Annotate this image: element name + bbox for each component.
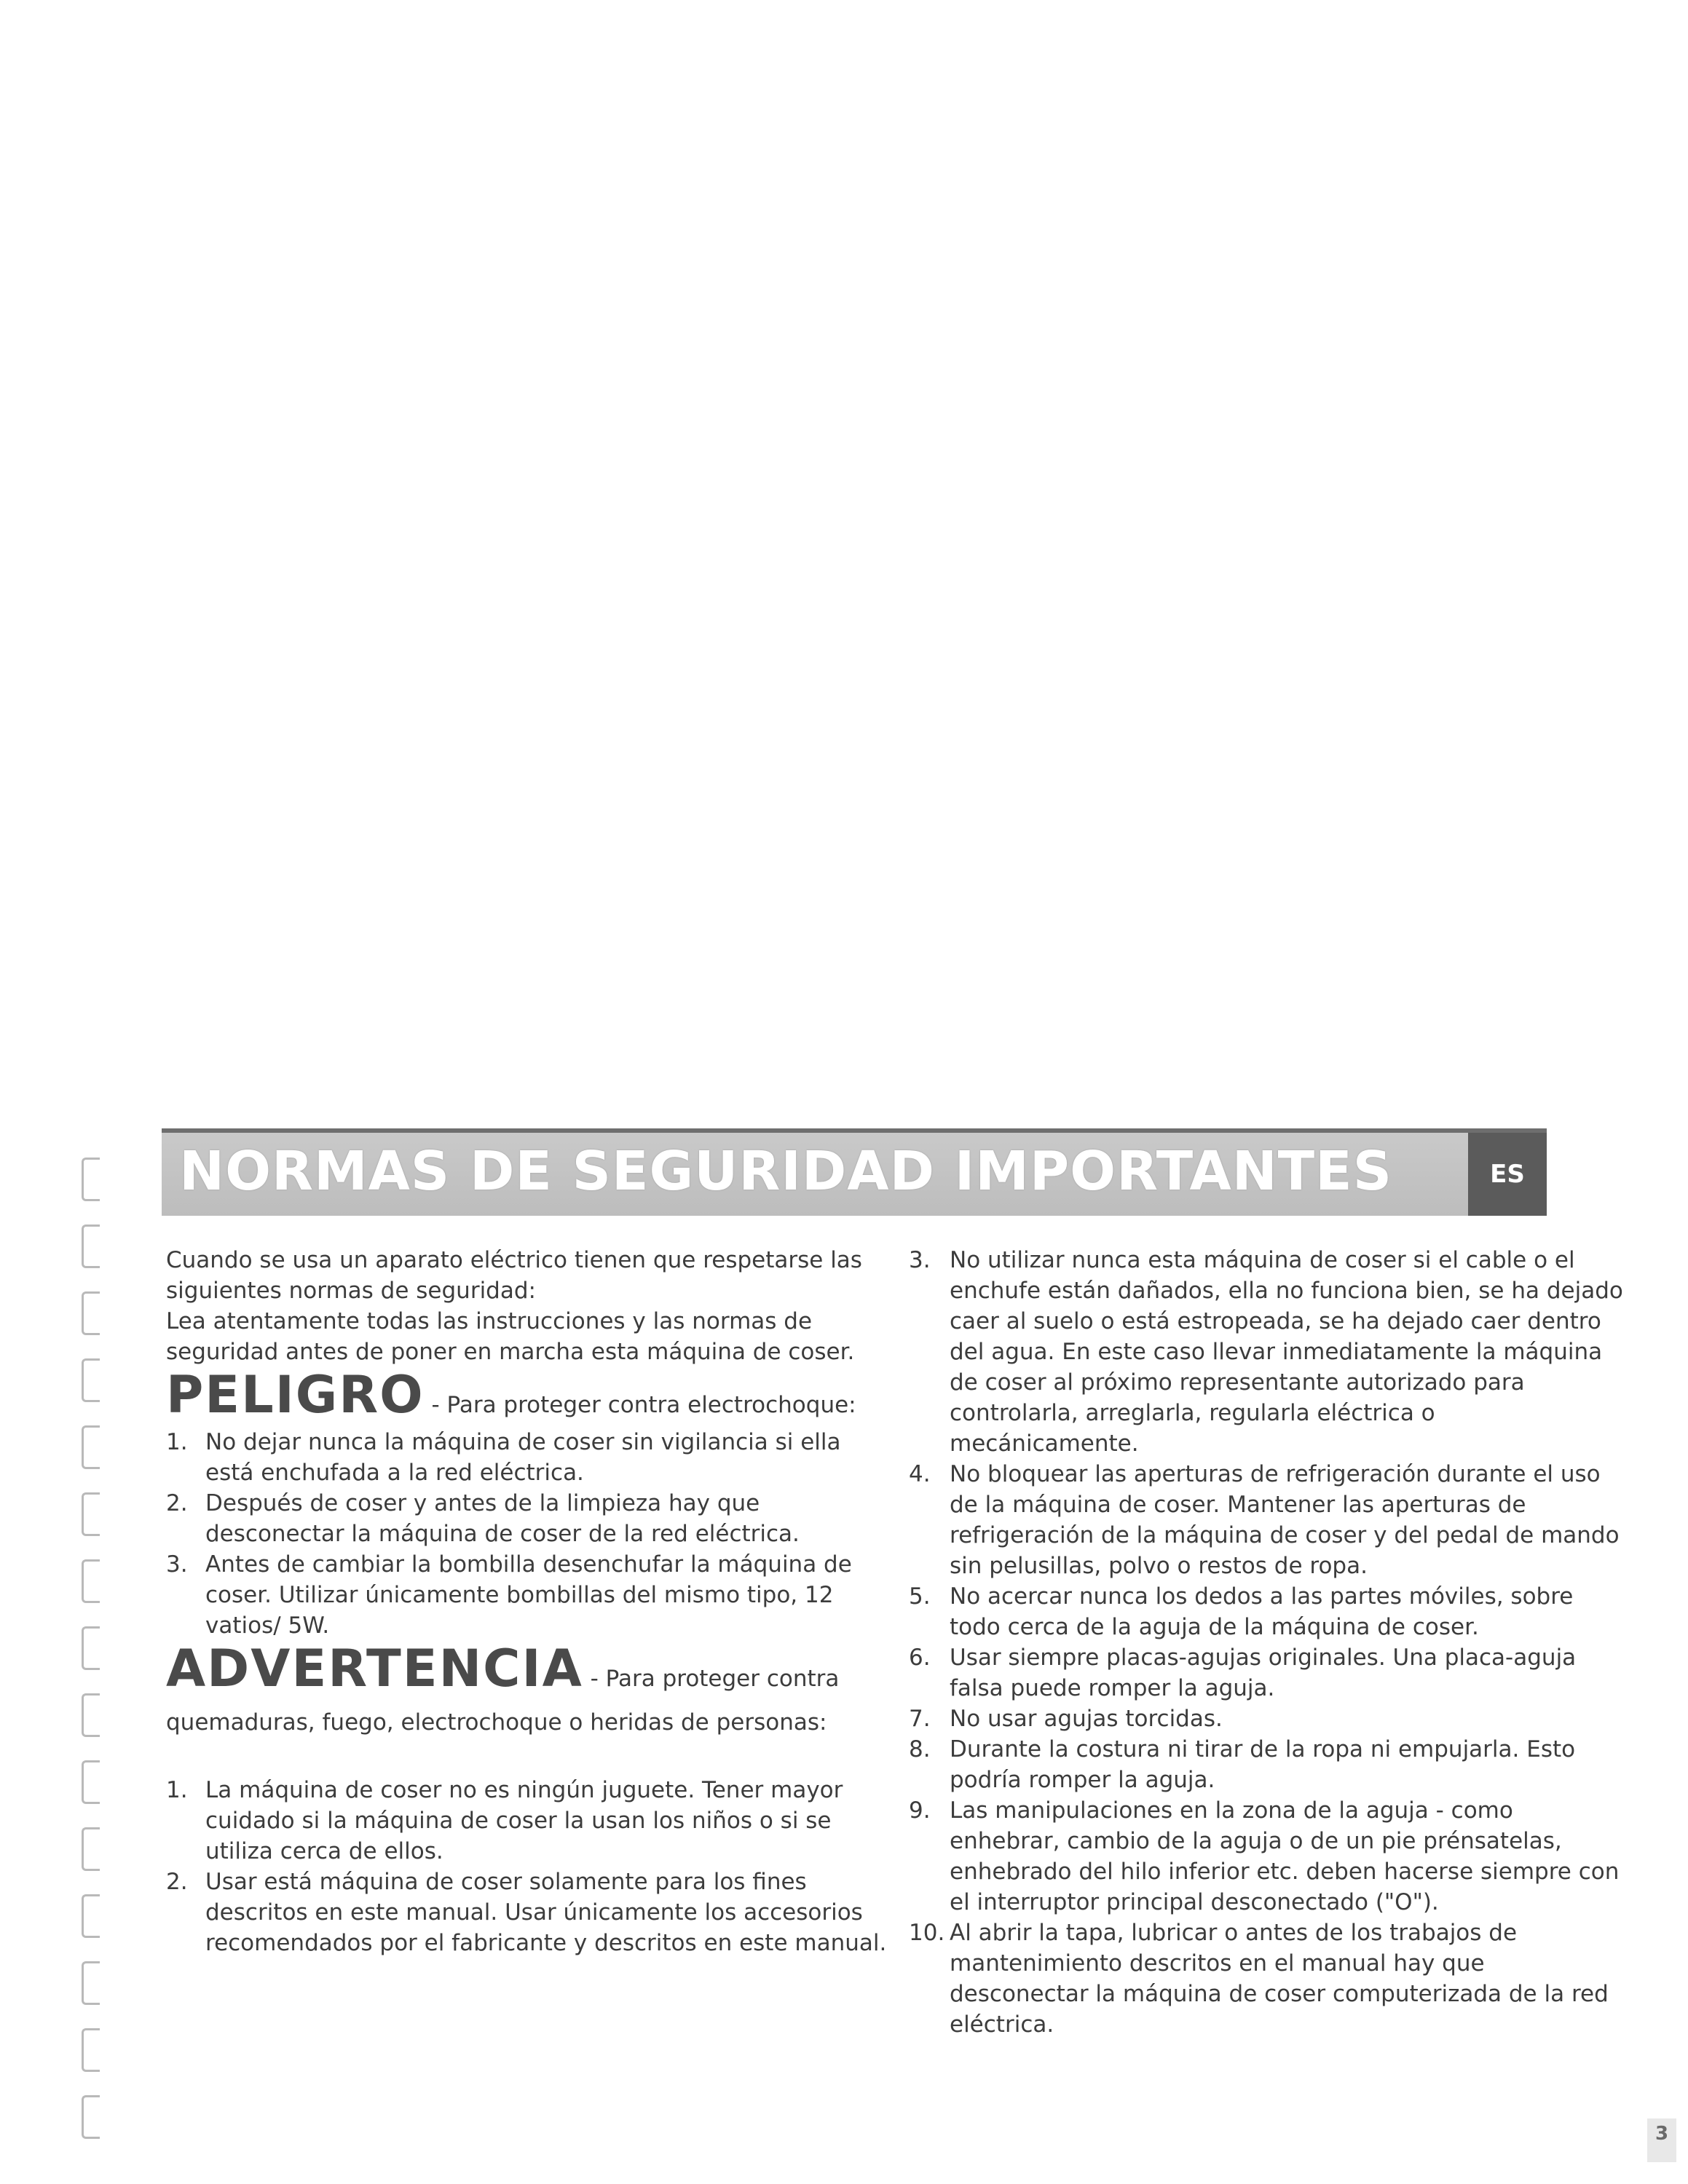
binding-ring <box>82 1693 100 1737</box>
binding-ring <box>82 1827 100 1871</box>
binding-ring <box>82 1626 100 1670</box>
peligro-subheading: - Para proteger contra electrochoque: <box>431 1392 856 1418</box>
list-item-text: Al abrir la tapa, lubricar o antes de los trabajos de mantenimiento descritos en el manual hay que desconectar la máquina de coser computerizada de la red eléctrica. <box>950 1920 1609 2038</box>
list-item <box>909 1918 1630 2040</box>
advertencia-list-continued <box>909 1245 1630 2040</box>
advertencia-heading: ADVERTENCIA <box>166 1639 583 1698</box>
list-item <box>909 1734 1630 1795</box>
list-item-number: 8. <box>909 1736 931 1762</box>
page-title: NORMAS DE SEGURIDAD IMPORTANTES <box>179 1140 1392 1203</box>
binding-ring <box>82 1425 100 1469</box>
list-item-number: 3. <box>166 1551 188 1578</box>
language-badge: ES <box>1468 1133 1547 1216</box>
binding-ring <box>82 2095 100 2139</box>
list-item <box>166 1549 887 1641</box>
binding-ring <box>82 1559 100 1603</box>
binding-ring <box>82 1158 100 1201</box>
binding-ring <box>82 1492 100 1536</box>
left-column <box>166 1245 887 1958</box>
list-item <box>909 1642 1630 1704</box>
list-item-number: 3. <box>909 1247 931 1273</box>
list-item-number: 1. <box>166 1777 188 1803</box>
list-item-number: 10. <box>909 1920 945 1946</box>
binding-ring <box>82 1894 100 1938</box>
binding-ring <box>82 1224 100 1268</box>
list-item-text: Las manipulaciones en la zona de la aguja - como enhebrar, cambio de la aguja o de un pie prénsatelas, enhebrado del hilo inferior etc. deben hacerse siempre con el interruptor principal desconectado ("O"). <box>950 1797 1620 1915</box>
list-item-number: 4. <box>909 1461 931 1487</box>
section-banner <box>162 1128 1547 1216</box>
list-item-text: No utilizar nunca esta máquina de coser si el cable o el enchufe están dañados, ella no funciona bien, se ha dejado caer al suelo o está estropeada, se ha dejado caer dentro del agua. En este caso llevar inmediatamente la máquina de coser al próximo representante autorizado para controlarla, arreglarla, regularla eléctrica o mecánicamente. <box>950 1247 1623 1457</box>
list-item-text: No bloquear las aperturas de refrigeración durante el uso de la máquina de coser. Mantener las aperturas de refrigeración de la máquina de coser y del pedal de mando sin pelusillas, polvo o restos de ropa. <box>950 1461 1620 1579</box>
list-item <box>166 1427 887 1488</box>
binding-ring <box>82 1358 100 1402</box>
advertencia-heading-line <box>166 1639 887 1744</box>
list-item-number: 9. <box>909 1797 931 1824</box>
list-item-text: Antes de cambiar la bombilla desenchufar la máquina de coser. Utilizar únicamente bombillas del mismo tipo, 12 vatios/ 5W. <box>205 1551 852 1639</box>
list-item-text: Usar siempre placas-agujas originales. Una placa-aguja falsa puede romper la aguja. <box>950 1645 1577 1701</box>
list-item-number: 6. <box>909 1645 931 1671</box>
list-item-number: 7. <box>909 1706 931 1732</box>
list-item <box>909 1459 1630 1581</box>
page-number: 3 <box>1647 2118 1676 2162</box>
intro-paragraph-1: Cuando se usa un aparato eléctrico tienen que respetarse las siguientes normas de seguridad: <box>166 1247 862 1304</box>
list-item-text: No dejar nunca la máquina de coser sin vigilancia si ella está enchufada a la red eléctrica. <box>205 1429 841 1486</box>
binding-ring <box>82 2028 100 2072</box>
list-item-number: 2. <box>166 1869 188 1895</box>
peligro-list <box>166 1427 887 1641</box>
binding-ring <box>82 1961 100 2005</box>
right-column <box>909 1245 1630 2040</box>
intro-paragraph-2: Lea atentamente todas las instrucciones y las normas de seguridad antes de poner en marcha esta máquina de coser. <box>166 1308 855 1365</box>
spacer <box>166 1744 887 1775</box>
list-item <box>909 1795 1630 1918</box>
list-item-text: La máquina de coser no es ningún juguete. Tener mayor cuidado si la máquina de coser la usan los niños o si se utiliza cerca de ellos. <box>205 1777 843 1864</box>
binding-rings <box>82 1158 125 2184</box>
list-item-number: 1. <box>166 1429 188 1455</box>
advertencia-list <box>166 1775 887 1958</box>
list-item-text: No acercar nunca los dedos a las partes móviles, sobre todo cerca de la aguja de la máquina de coser. <box>950 1583 1574 1640</box>
list-item-text: Durante la costura ni tirar de la ropa ni empujarla. Esto podría romper la aguja. <box>950 1736 1576 1793</box>
list-item <box>909 1581 1630 1642</box>
peligro-heading-line <box>166 1365 887 1427</box>
advertencia-subheading: - Para proteger contra quemaduras, fuego, electrochoque o heridas de personas: <box>166 1666 840 1736</box>
list-item-text: Después de coser y antes de la limpieza hay que desconectar la máquina de coser de la red eléctrica. <box>205 1490 800 1547</box>
list-item-text: Usar está máquina de coser solamente para los fines descritos en este manual. Usar únicamente los accesorios recomendados por el fabricante y descritos en este manual. <box>205 1869 887 1956</box>
list-item-number: 2. <box>166 1490 188 1516</box>
list-item <box>166 1775 887 1867</box>
list-item-text: No usar agujas torcidas. <box>950 1706 1223 1732</box>
list-item <box>909 1704 1630 1734</box>
list-item <box>166 1867 887 1958</box>
peligro-heading: PELIGRO <box>166 1365 425 1425</box>
list-item <box>909 1245 1630 1459</box>
list-item <box>166 1488 887 1549</box>
binding-ring <box>82 1291 100 1335</box>
list-item-number: 5. <box>909 1583 931 1610</box>
binding-ring <box>82 1760 100 1804</box>
